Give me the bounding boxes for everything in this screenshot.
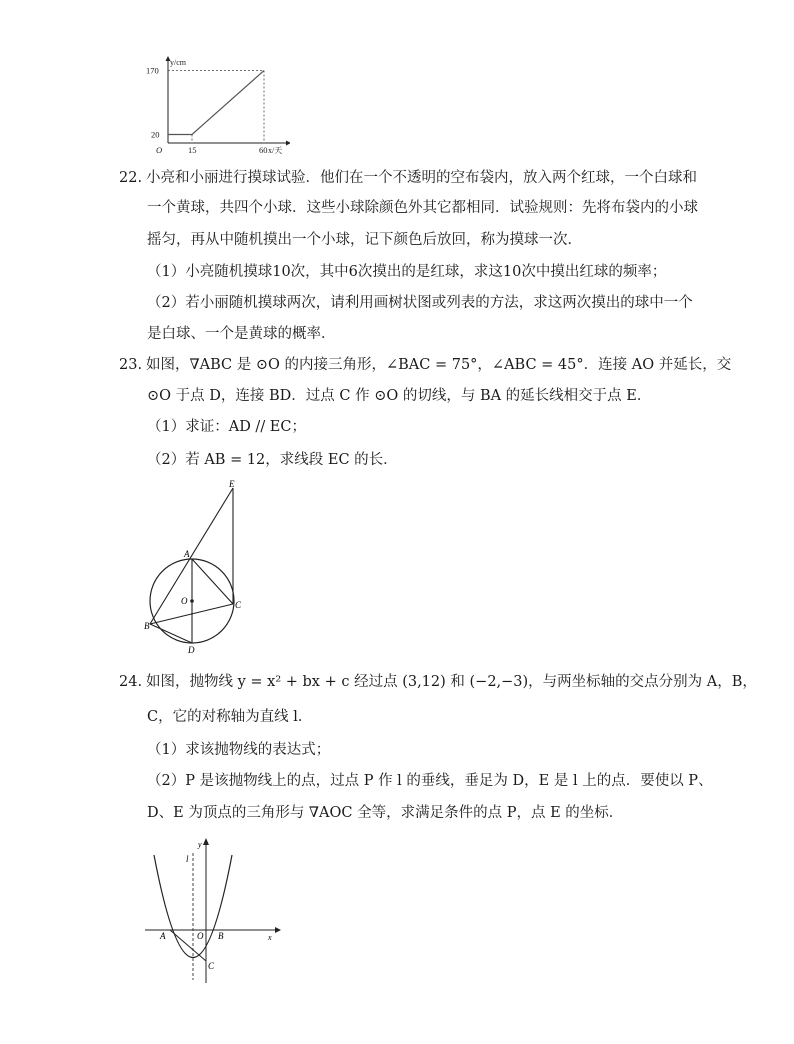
- q24-figure-svg: [140, 835, 285, 985]
- chart-x-arrow: [286, 141, 290, 146]
- q22-text-1: 小亮和小丽进行摸球试验．他们在一个不透明的空布袋内，放入两个红球，一个白球和: [146, 170, 697, 186]
- q23-part-1: （1）求证：AD // EC；: [147, 419, 306, 435]
- line-bd: [150, 624, 192, 643]
- q22-part-1: （1）小亮随机摸球10次，其中6次摸出的是红球，求这10次中摸出红球的频率；: [147, 264, 667, 280]
- label-a: A: [184, 549, 190, 559]
- q24-number: 24.: [119, 674, 143, 690]
- label-o: O: [181, 596, 188, 606]
- label-l: l: [186, 854, 189, 864]
- series-line: [168, 71, 264, 135]
- q23-line-2: ⊙O 于点 D，连接 BD．过点 C 作 ⊙O 的切线，与 BA 的延长线相交于点 E．: [147, 388, 652, 404]
- q24-part-1: （1）求该抛物线的表达式；: [147, 742, 331, 758]
- line-ac: [192, 559, 233, 604]
- y-tick-20: 20: [151, 129, 160, 140]
- q23-circle-figure: [140, 476, 260, 656]
- q24-text-1: 如图，抛物线 y = x² + bx + c 经过点 (3,12) 和 (−2,−3)，与两坐标轴的交点分别为 A，B，: [146, 674, 757, 690]
- q23-number: 23.: [119, 357, 143, 373]
- label-c: C: [208, 961, 215, 971]
- x-tick-15: 15: [188, 145, 197, 155]
- label-x: x: [268, 933, 272, 942]
- growth-line-graph: [140, 56, 290, 156]
- chart-axes: [146, 56, 290, 155]
- label-b: B: [218, 931, 224, 941]
- q24-part-2b: D、E 为顶点的三角形与 ∇AOC 全等，求满足条件的点 P，点 E 的坐标．: [147, 805, 624, 821]
- y-axis-label: y/cm: [170, 58, 186, 67]
- label-b: B: [144, 621, 150, 631]
- x-axis-arrow: [275, 927, 281, 933]
- label-e: E: [229, 479, 235, 489]
- y-axis-arrow: [203, 838, 209, 845]
- label-d: D: [188, 645, 195, 655]
- q23-text-1: 如图，∇ABC 是 ⊙O 的内接三角形，∠BAC = 75°，∠ABC = 45°．连接 AO 并延长，交: [146, 357, 732, 373]
- y-tick-170: 170: [146, 65, 159, 76]
- q23-figure-svg: [140, 476, 260, 656]
- q24-line-2: C，它的对称轴为直线 l．: [147, 709, 313, 725]
- q24-parabola-figure: [140, 835, 285, 985]
- label-y: y: [198, 840, 202, 849]
- q22-part-2a: （2）若小丽随机摸球两次，请利用画树状图或列表的方法，求这两次摸出的球中一个: [147, 295, 693, 311]
- q22-number: 22.: [119, 170, 143, 186]
- q22-line-3: 摇匀，再从中随机摸出一个小球，记下颜色后放回，称为摸球一次．: [147, 232, 582, 248]
- q22-line-2: 一个黄球，共四个小球．这些小球除颜色外其它都相同．试验规则：先将布袋内的小球: [147, 200, 698, 216]
- q23-line-1: [119, 355, 732, 375]
- q22-line-1: [119, 168, 719, 188]
- x-axis-label: x/天: [268, 146, 283, 155]
- x-tick-60: 60: [259, 145, 268, 155]
- center-dot: [190, 599, 194, 603]
- label-c: C: [235, 600, 242, 610]
- growth-chart-svg: [140, 56, 290, 156]
- q22-part-2b: 是白球、一个是黄球的概率．: [147, 326, 336, 342]
- chart-marks: [168, 71, 264, 135]
- origin-label: O: [156, 145, 163, 155]
- q23-part-2: （2）若 AB = 12，求线段 EC 的长．: [147, 452, 398, 468]
- q24-line-1: [119, 672, 757, 692]
- label-a: A: [160, 931, 166, 941]
- label-o: O: [197, 931, 204, 941]
- q24-part-2a: （2）P 是该抛物线上的点，过点 P 作 l 的垂线，垂足为 D，E 是 l 上的点．要使以 P、: [147, 773, 713, 789]
